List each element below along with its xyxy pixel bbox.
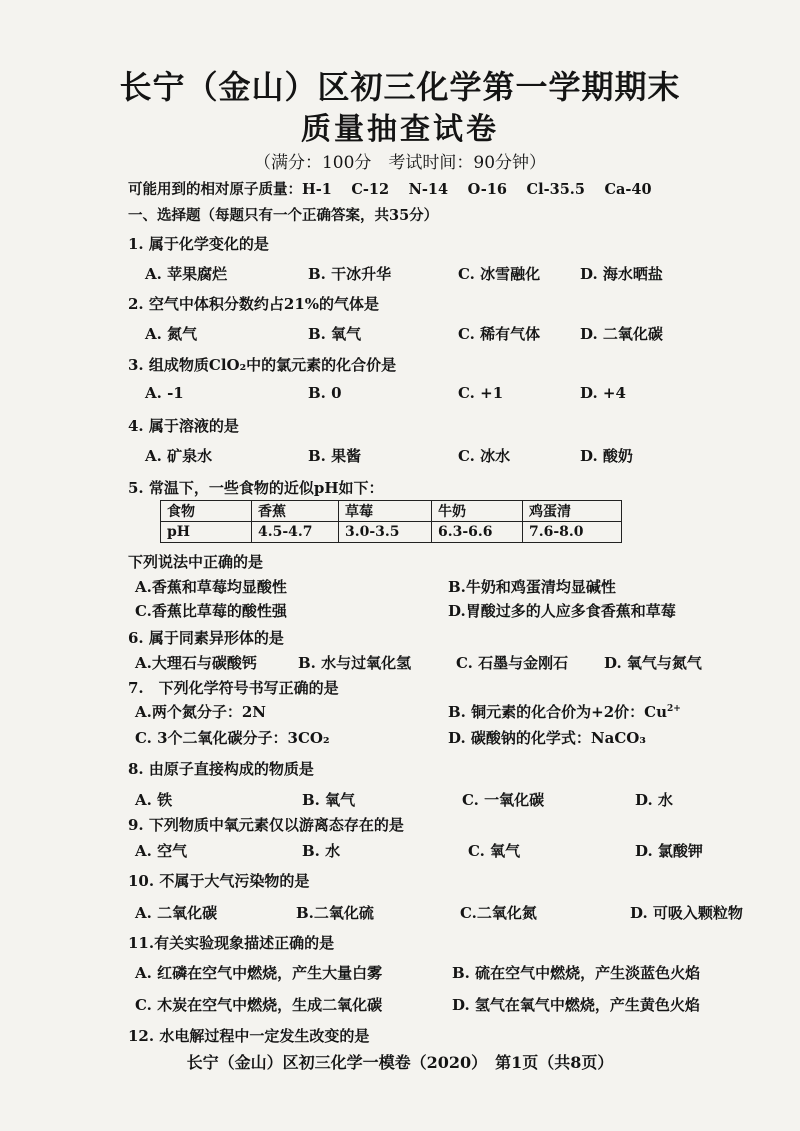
option: A. -1 bbox=[145, 384, 184, 402]
option: B. 硫在空气中燃烧，产生淡蓝色火焰 bbox=[452, 964, 701, 982]
table-cell: 3.0-3.5 bbox=[339, 522, 432, 543]
atomic-mass-line: 可能用到的相对原子质量：H-1 C-12 N-14 O-16 Cl-35.5 Ca-40 bbox=[128, 181, 652, 198]
question-stem: 10. 不属于大气污染物的是 bbox=[128, 872, 310, 890]
table-header-cell: 鸡蛋清 bbox=[523, 501, 622, 522]
question-stem: 2. 空气中体积分数约占21%的气体是 bbox=[128, 295, 380, 313]
ph-table bbox=[160, 500, 622, 543]
option: A. 空气 bbox=[135, 842, 188, 860]
table-row bbox=[161, 522, 622, 543]
option: C.香蕉比草莓的酸性强 bbox=[135, 602, 287, 620]
table-cell: pH bbox=[161, 522, 252, 543]
option: C. 木炭在空气中燃烧，生成二氧化碳 bbox=[135, 996, 383, 1014]
option: C.二氧化氮 bbox=[460, 904, 537, 922]
option: B. 氧气 bbox=[302, 791, 356, 809]
option: D. 酸奶 bbox=[580, 447, 633, 465]
question-stem: 11.有关实验现象描述正确的是 bbox=[128, 934, 335, 952]
option: A.香蕉和草莓均显酸性 bbox=[135, 578, 287, 596]
option: B. 氧气 bbox=[308, 325, 362, 343]
option: D. 碳酸钠的化学式：NaCO₃ bbox=[448, 729, 646, 747]
option: B. 果酱 bbox=[308, 447, 362, 465]
exam-subtitle: 质量抽查试卷 bbox=[301, 112, 499, 147]
option: C. 石墨与金刚石 bbox=[456, 654, 569, 672]
option: A. 氮气 bbox=[145, 325, 198, 343]
option: D. 氯酸钾 bbox=[635, 842, 703, 860]
option: D. 二氧化碳 bbox=[580, 325, 663, 343]
option: A. 铁 bbox=[135, 791, 173, 809]
option: C. 一氧化碳 bbox=[462, 791, 545, 809]
option: A.大理石与碳酸钙 bbox=[135, 654, 257, 672]
score-time: （满分：100分 考试时间：90分钟） bbox=[253, 153, 547, 173]
option: B.二氧化硫 bbox=[296, 904, 374, 922]
option: C. 冰雪融化 bbox=[458, 265, 541, 283]
option: D. 可吸入颗粒物 bbox=[630, 904, 743, 922]
exam-title: 长宁（金山）区初三化学第一学期期末 bbox=[119, 68, 681, 106]
option: C. 3个二氧化碳分子：3CO₂ bbox=[135, 729, 330, 747]
table-header-cell: 牛奶 bbox=[432, 501, 523, 522]
table-cell: 7.6-8.0 bbox=[523, 522, 622, 543]
option: B. 水与过氧化氢 bbox=[298, 654, 412, 672]
option: B.牛奶和鸡蛋清均显碱性 bbox=[448, 578, 616, 596]
question-stem: 1. 属于化学变化的是 bbox=[128, 235, 269, 253]
table-header-cell: 食物 bbox=[161, 501, 252, 522]
question-stem: 5. 常温下，一些食物的近似pH如下： bbox=[128, 479, 384, 497]
table-row bbox=[161, 501, 622, 522]
option: C. 冰水 bbox=[458, 447, 511, 465]
option: C. +1 bbox=[458, 384, 504, 402]
option: C. 稀有气体 bbox=[458, 325, 541, 343]
question-stem: 8. 由原子直接构成的物质是 bbox=[128, 760, 314, 778]
option: C. 氧气 bbox=[468, 842, 521, 860]
option: A. 红磷在空气中燃烧，产生大量白雾 bbox=[135, 964, 383, 982]
option: D. 海水晒盐 bbox=[580, 265, 663, 283]
option: D.胃酸过多的人应多食香蕉和草莓 bbox=[448, 602, 676, 620]
option: B. 0 bbox=[308, 384, 342, 402]
option: D. 水 bbox=[635, 791, 673, 809]
question-stem: 9. 下列物质中氧元素仅以游离态存在的是 bbox=[128, 816, 404, 834]
option: D. 氧气与氮气 bbox=[604, 654, 702, 672]
table-cell: 6.3-6.6 bbox=[432, 522, 523, 543]
question-stem: 12. 水电解过程中一定发生改变的是 bbox=[128, 1027, 370, 1045]
table-header-cell: 香蕉 bbox=[252, 501, 339, 522]
section-heading: 一、选择题（每题只有一个正确答案，共35分） bbox=[128, 207, 439, 224]
question-stem: 6. 属于同素异形体的是 bbox=[128, 629, 284, 647]
option: A.两个氮分子：2N bbox=[135, 703, 267, 721]
option: A. 二氧化碳 bbox=[135, 904, 218, 922]
table-cell: 4.5-4.7 bbox=[252, 522, 339, 543]
option-text: B. 铜元素的化合价为+2价：Cu bbox=[448, 703, 667, 721]
page-footer: 长宁（金山）区初三化学一模卷（2020） 第1页（共8页） bbox=[186, 1053, 614, 1072]
question-stem: 4. 属于溶液的是 bbox=[128, 417, 239, 435]
question-stem: 3. 组成物质ClO₂中的氯元素的化合价是 bbox=[128, 356, 397, 374]
table-header-cell: 草莓 bbox=[339, 501, 432, 522]
option: D. +4 bbox=[580, 384, 626, 402]
option bbox=[448, 701, 681, 722]
option: A. 矿泉水 bbox=[145, 447, 213, 465]
option: B. 干冰升华 bbox=[308, 265, 392, 283]
question-followup: 下列说法中正确的是 bbox=[128, 553, 264, 571]
option: B. 水 bbox=[302, 842, 341, 860]
question-stem: 7. 下列化学符号书写正确的是 bbox=[128, 679, 339, 697]
option: D. 氢气在氧气中燃烧，产生黄色火焰 bbox=[452, 996, 700, 1014]
charge-superscript: 2+ bbox=[666, 704, 681, 714]
option: A. 苹果腐烂 bbox=[145, 265, 228, 283]
